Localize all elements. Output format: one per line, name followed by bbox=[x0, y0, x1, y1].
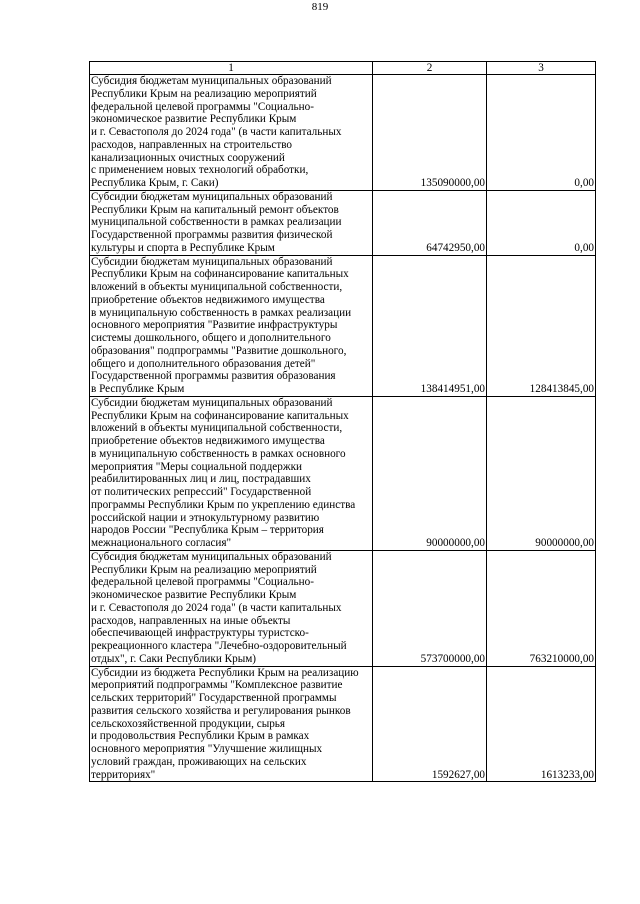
row-value-column-2: 573700000,00 bbox=[373, 550, 487, 666]
row-value-column-3: 90000000,00 bbox=[487, 396, 596, 550]
row-value-column-2: 138414951,00 bbox=[373, 255, 487, 396]
row-description: Субсидия бюджетам муниципальных образований Республики Крым на реализацию мероприятий федеральной целевой программы "Социально- экономическое развитие Республики Крым и г. Севастополя до 2024 года" (в части капитальных расходов, направленных на иные объекты обеспечивающей инфраструктуры туристско- рекреационного кластера "Лечебно-оздоровительный отдых", г. Саки Республики Крым) bbox=[90, 550, 373, 666]
table-row bbox=[90, 190, 596, 255]
table-row bbox=[90, 666, 596, 782]
row-description: Субсидии из бюджета Республики Крым на реализацию мероприятий подпрограммы "Комплексное развитие сельских территорий" Государственной программы развития сельского хозяйства и регулирования рынков сельскохозяйственной продукции, сырья и продовольствия Республики Крым в рамках основного мероприятия "Улучшение жилищных условий граждан, проживающих на сельских территориях" bbox=[90, 666, 373, 782]
row-value-column-3: 1613233,00 bbox=[487, 666, 596, 782]
row-description: Субсидии бюджетам муниципальных образований Республики Крым на софинансирование капитальных вложений в объекты муниципальной собственности, приобретение объектов недвижимого имущества в муниципальную собственность в рамках основного мероприятия "Меры социальной поддержки реабилитированных лиц и лиц, пострадавших от политических репрессий" Государственной программы Республики Крым по укреплению единства российской нации и этнокультурному развитию народов России "Республика Крым – территория межнационального согласия" bbox=[90, 396, 373, 550]
budget-table bbox=[89, 61, 596, 782]
row-value-column-3: 763210000,00 bbox=[487, 550, 596, 666]
row-value-column-2: 64742950,00 bbox=[373, 190, 487, 255]
row-description: Субсидия бюджетам муниципальных образований Республики Крым на реализацию мероприятий федеральной целевой программы "Социально- экономическое развитие Республики Крым и г. Севастополя до 2024 года" (в части капитальных расходов, направленных на строительство канализационных очистных сооружений с применением новых технологий обработки, Республика Крым, г. Саки) bbox=[90, 75, 373, 191]
row-value-column-3: 128413845,00 bbox=[487, 255, 596, 396]
column-header-2: 2 bbox=[373, 62, 487, 75]
table-row bbox=[90, 75, 596, 191]
row-description: Субсидии бюджетам муниципальных образований Республики Крым на софинансирование капитальных вложений в объекты муниципальной собственности, приобретение объектов недвижимого имущества в муниципальную собственность в рамках реализации основного мероприятия "Развитие инфраструктуры системы дошкольного, общего и дополнительного образования" подпрограммы "Развитие дошкольного, общего и дополнительного образования детей" Государственной программы развития образования в Республике Крым bbox=[90, 255, 373, 396]
table-header-row bbox=[90, 62, 596, 75]
row-value-column-3: 0,00 bbox=[487, 190, 596, 255]
table-row bbox=[90, 550, 596, 666]
row-value-column-2: 1592627,00 bbox=[373, 666, 487, 782]
table-row bbox=[90, 255, 596, 396]
row-value-column-3: 0,00 bbox=[487, 75, 596, 191]
column-header-3: 3 bbox=[487, 62, 596, 75]
column-header-1: 1 bbox=[90, 62, 373, 75]
row-value-column-2: 90000000,00 bbox=[373, 396, 487, 550]
page-number: 819 bbox=[311, 1, 329, 13]
row-value-column-2: 135090000,00 bbox=[373, 75, 487, 191]
row-description: Субсидии бюджетам муниципальных образований Республики Крым на капитальный ремонт объектов муниципальной собственности в рамках реализации Государственной программы развития физической культуры и спорта в Республике Крым bbox=[90, 190, 373, 255]
table-row bbox=[90, 396, 596, 550]
